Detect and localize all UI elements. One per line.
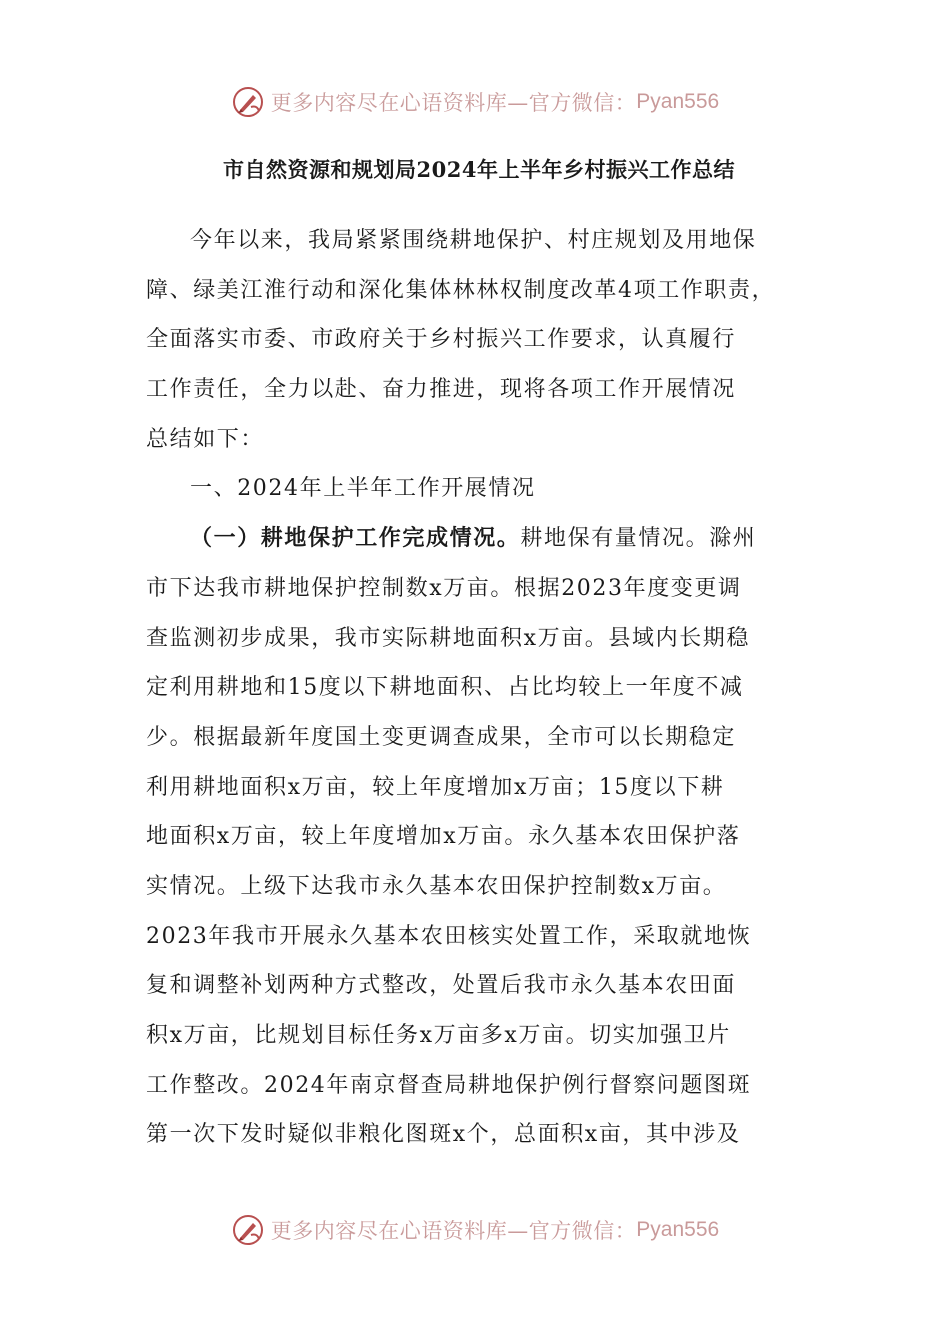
intro-paragraph (146, 216, 812, 464)
watermark-wechat-id: Pyan556 (636, 1218, 720, 1241)
text-line: 工作整改。2024年南京督查局耕地保护例行督察问题图斑 (146, 1072, 752, 1098)
watermark-text: 更多内容尽在心语资料库—官方微信： (270, 91, 637, 115)
watermark-text: 更多内容尽在心语资料库—官方微信： (270, 1219, 637, 1243)
text-line: 地面积x万亩，较上年度增加x万亩。永久基本农田保护落 (146, 824, 741, 850)
pen-logo-icon (231, 85, 265, 119)
text-line: 市下达我市耕地保护控制数x万亩。根据2023年度变更调 (146, 575, 742, 601)
text-line: 总结如下： (146, 426, 265, 452)
text-line: 复和调整补划两种方式整改，处置后我市永久基本农田面 (146, 973, 737, 999)
document-body (146, 150, 812, 1160)
watermark-banner-bottom (0, 1210, 950, 1250)
pen-logo-icon (231, 1213, 265, 1247)
text-line: 今年以来，我局紧紧围绕耕地保护、村庄规划及用地保 (190, 228, 757, 253)
watermark-banner-top (0, 82, 950, 122)
text-line: 全面落实市委、市政府关于乡村振兴工作要求，认真履行 (146, 327, 737, 353)
text-line: 定利用耕地和15度以下耕地面积、占比均较上一年度不减 (146, 675, 744, 701)
text-line (146, 514, 812, 564)
text-line: 积x万亩，比规划目标任务x万亩多x万亩。切实加强卫片 (146, 1023, 731, 1048)
text-line: 工作责任，全力以赴、奋力推进，现将各项工作开展情况 (146, 377, 737, 403)
document-title: 市自然资源和规划局2024年上半年乡村振兴工作总结 (223, 157, 735, 182)
subsection-paragraph (146, 514, 812, 1160)
text-line: 少。根据最新年度国土变更调查成果，全市可以长期稳定 (146, 724, 737, 750)
text-line: 第一次下发时疑似非粮化图斑x个，总面积x亩，其中涉及 (146, 1122, 741, 1148)
text-line: 障、绿美江淮行动和深化集体林林权制度改革4项工作职责， (146, 277, 776, 303)
text-line: 利用耕地面积x万亩，较上年度增加x万亩；15度以下耕 (146, 774, 725, 800)
watermark-wechat-id: Pyan556 (636, 90, 720, 113)
section-heading: 一、2024年上半年工作开展情况 (190, 476, 536, 502)
text-line: 2023年我市开展永久基本农田核实处置工作，采取就地恢 (146, 923, 752, 949)
subsection-first-line: 耕地保有量情况。滁州 (520, 526, 757, 552)
text-line: 查监测初步成果，我市实际耕地面积x万亩。县域内长期稳 (146, 625, 751, 651)
subsection-heading: （一）耕地保护工作完成情况。 (190, 525, 521, 552)
text-line: 实情况。上级下达我市永久基本农田保护控制数x万亩。 (146, 873, 727, 899)
